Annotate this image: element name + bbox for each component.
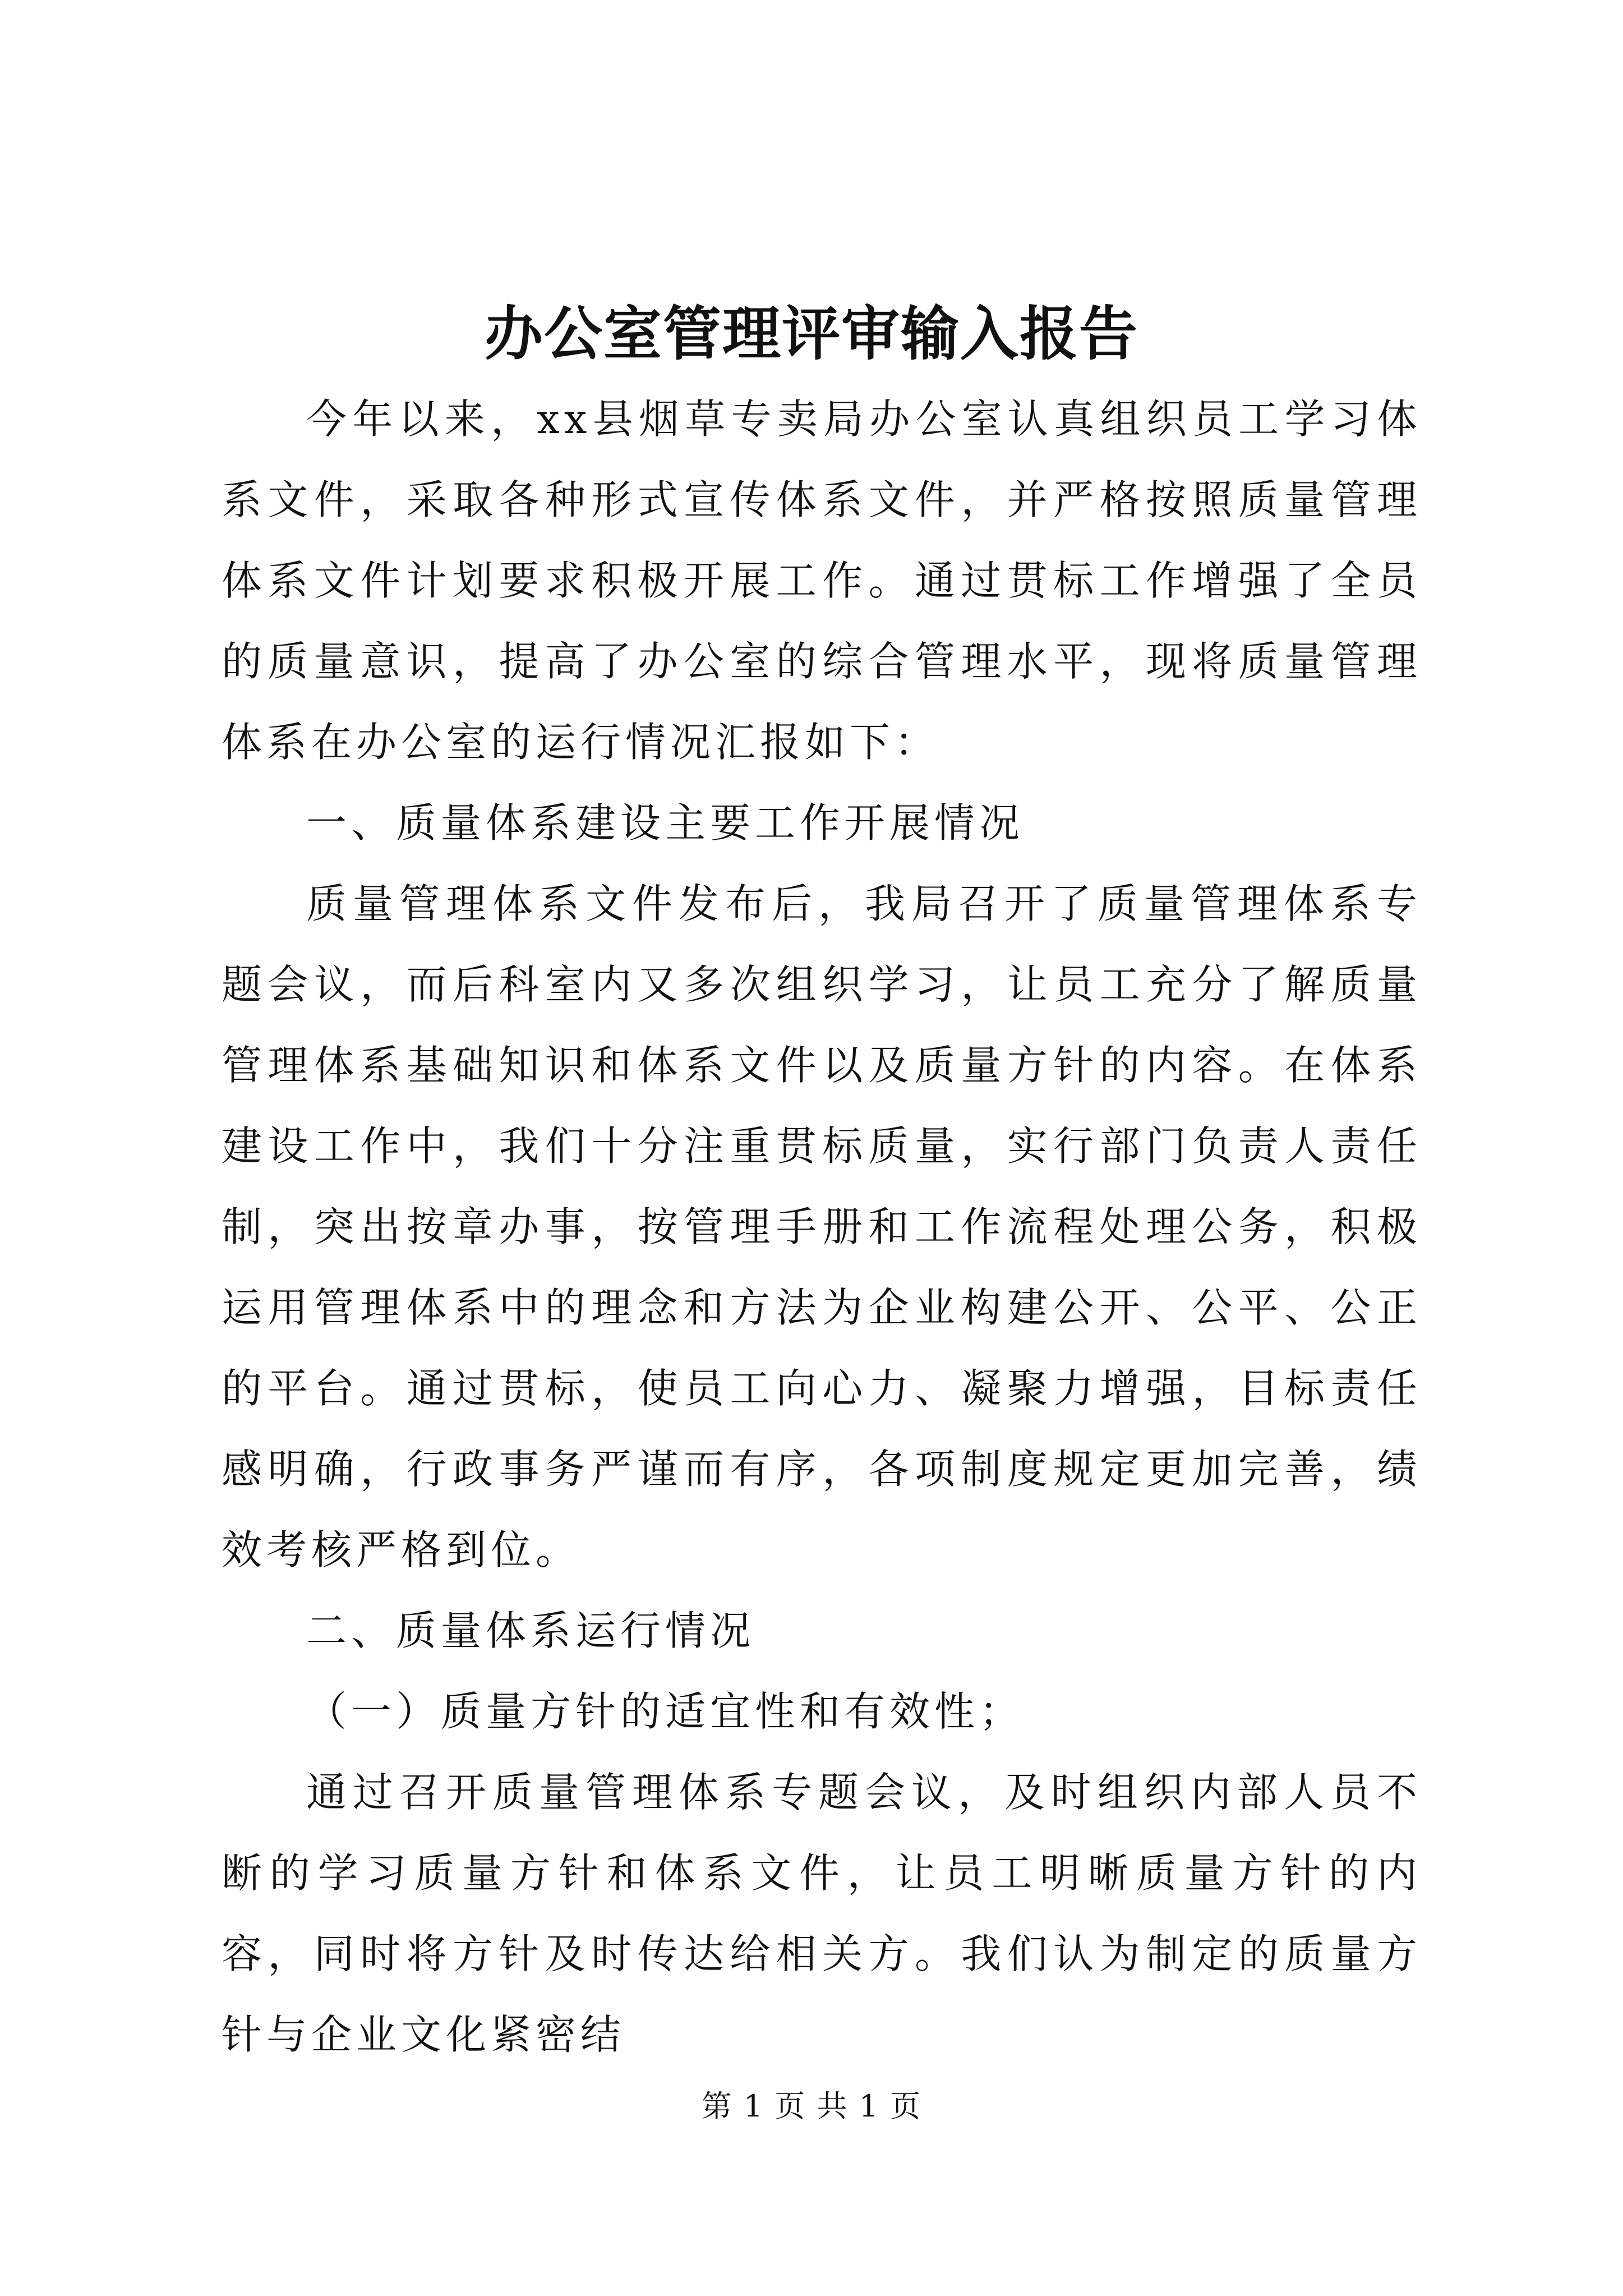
intro-paragraph: 今年以来，xx县烟草专卖局办公室认真组织员工学习体系文件，采取各种形式宣传体系文件，并严格按照质量管理体系文件计划要求积极开展工作。通过贯标工作增强了全员的质量意识，提高了办公室的综合管理水平，现将质量管理体系在办公室的运行情况汇报如下： [222, 395, 1422, 766]
subsection-heading-1: （一）质量方针的适宜性和有效性； [306, 1688, 1025, 1735]
document-body [222, 379, 1422, 2075]
section-heading-2: 二、质量体系运行情况 [306, 1607, 755, 1654]
section-2-paragraph: 通过召开质量管理体系专题会议，及时组织内部人员不断的学习质量方针和体系文件，让员工明晰质量方针的内容，同时将方针及时传达给相关方。我们认为制定的质量方针与企业文化紧密结 [222, 1769, 1422, 2058]
section-heading-1: 一、质量体系建设主要工作开展情况 [306, 799, 1025, 846]
page-footer: 第 1 页 共 1 页 [701, 2088, 922, 2124]
section-1-paragraph: 质量管理体系文件发布后，我局召开了质量管理体系专题会议，而后科室内又多次组织学习，让员工充分了解质量管理体系基础知识和体系文件以及质量方针的内容。在体系建设工作中，我们十分注重贯标质量，实行部门负责人责任制，突出按章办事，按管理手册和工作流程处理公务，积极运用管理体系中的理念和方法为企业构建公开、公平、公正的平台。通过贯标，使员工向心力、凝聚力增强，目标责任感明确，行政事务严谨而有序，各项制度规定更加完善，绩效考核严格到位。 [222, 880, 1422, 1573]
document-title: 办公室管理评审输入报告 [484, 299, 1138, 368]
